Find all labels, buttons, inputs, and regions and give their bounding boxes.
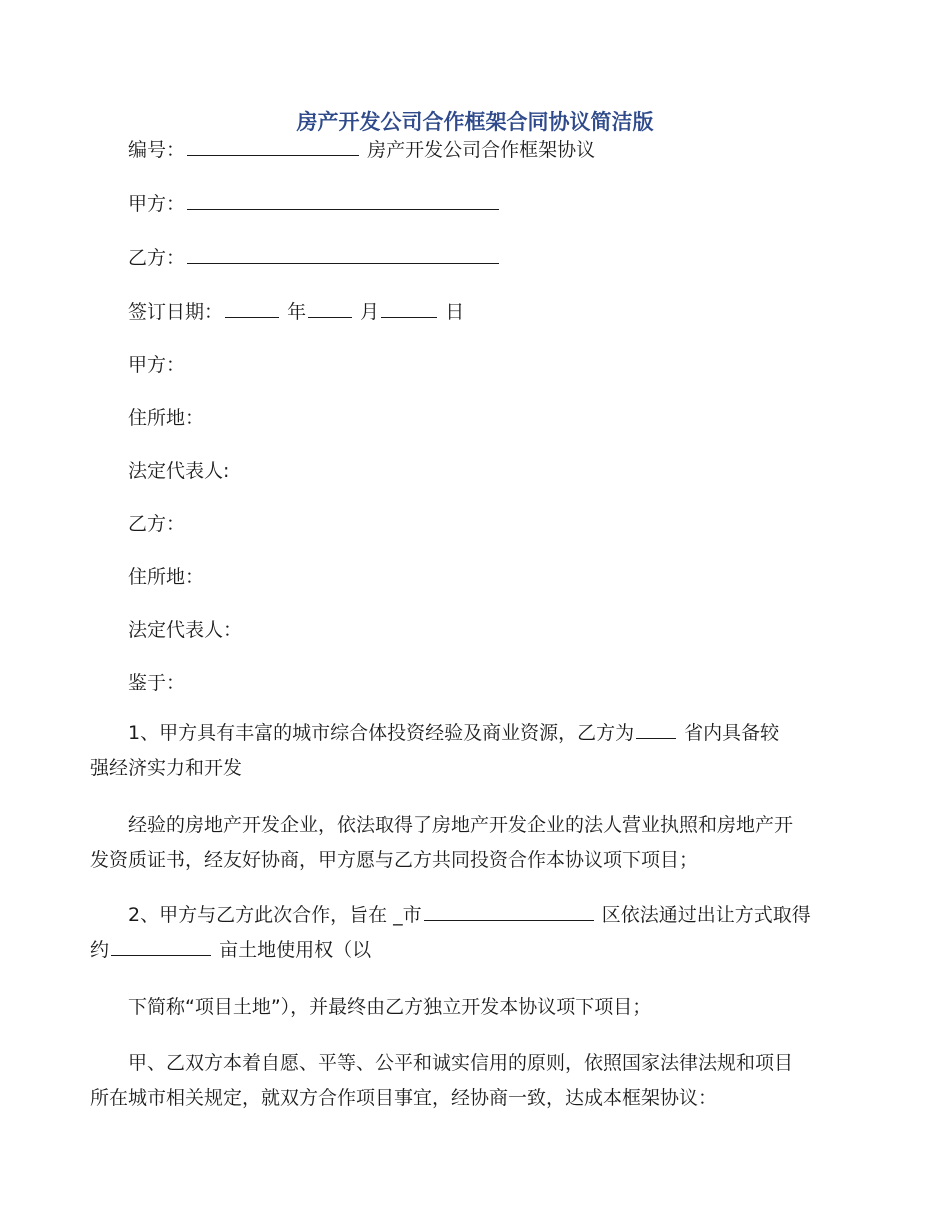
clause-1-cont-line-2: 发资质证书，经友好协商，甲方愿与乙方共同投资合作本协议项下项目；	[90, 849, 699, 871]
contract-number-blank[interactable]	[187, 136, 359, 156]
party-b-representative-label: 法定代表人：	[128, 619, 243, 641]
clause-1-line-2: 强经济实力和开发	[90, 757, 243, 779]
clause-1	[90, 716, 870, 786]
clause-2-cont-text: 下简称“项目土地”），并最终由乙方独立开发本协议项下项目；	[128, 996, 652, 1018]
document-title: 房产开发公司合作框架合同协议简洁版	[296, 110, 654, 134]
day-label: 日	[445, 301, 465, 323]
party-a-header-label: 甲方：	[128, 193, 186, 215]
whereas-label: 鉴于：	[128, 672, 186, 694]
contract-number-label: 编号：	[128, 139, 186, 161]
clause-2	[90, 898, 870, 968]
province-blank[interactable]	[636, 719, 676, 739]
party-a-address-label: 住所地：	[128, 407, 205, 429]
party-a-blank[interactable]	[187, 190, 499, 210]
sign-date-line	[128, 298, 464, 325]
clause-2-part-2: 区依法通过出让方式取得	[601, 904, 811, 926]
sign-year-blank[interactable]	[225, 298, 279, 318]
clause-1-continuation	[90, 808, 870, 878]
party-b-line	[128, 244, 501, 271]
clause-1-text: 1、甲方具有丰富的城市综合体投资经验及商业资源，乙方为	[128, 722, 635, 744]
month-label: 月	[360, 301, 380, 323]
contract-number-suffix: 房产开发公司合作框架协议	[367, 139, 596, 161]
contract-number-line	[128, 136, 595, 163]
sign-month-blank[interactable]	[308, 298, 352, 318]
clause-1-text-after: 省内具备较	[684, 722, 780, 744]
party-a-line	[128, 190, 501, 217]
clause-2-line-2-prefix: 约	[90, 939, 110, 961]
party-a-representative-label: 法定代表人:	[128, 460, 230, 482]
clause-2-continuation	[90, 990, 870, 1025]
party-b-address-label: 住所地：	[128, 566, 205, 588]
city-district-blank[interactable]	[424, 901, 594, 921]
principle-line-1: 甲、乙双方本着自愿、平等、公平和诚实信用的原则，依照国家法律法规和项目	[128, 1052, 794, 1074]
principle-paragraph	[90, 1046, 870, 1116]
land-area-blank[interactable]	[111, 936, 211, 956]
sign-date-label: 签订日期：	[128, 301, 224, 323]
sign-day-blank[interactable]	[381, 298, 437, 318]
party-b-label: 乙方：	[128, 513, 186, 535]
party-a-label: 甲方：	[128, 354, 186, 376]
year-label: 年	[287, 301, 307, 323]
party-b-blank[interactable]	[187, 244, 499, 264]
party-b-header-label: 乙方：	[128, 247, 186, 269]
clause-2-line-2-suffix: 亩土地使用权（以	[219, 939, 372, 961]
principle-line-2: 所在城市相关规定，就双方合作项目事宜，经协商一致，达成本框架协议：	[90, 1087, 718, 1109]
clause-1-cont-line-1: 经验的房地产开发企业，依法取得了房地产开发企业的法人营业执照和房地产开	[128, 814, 794, 836]
clause-2-part-1: 2、甲方与乙方此次合作，旨在 _市	[128, 904, 422, 926]
